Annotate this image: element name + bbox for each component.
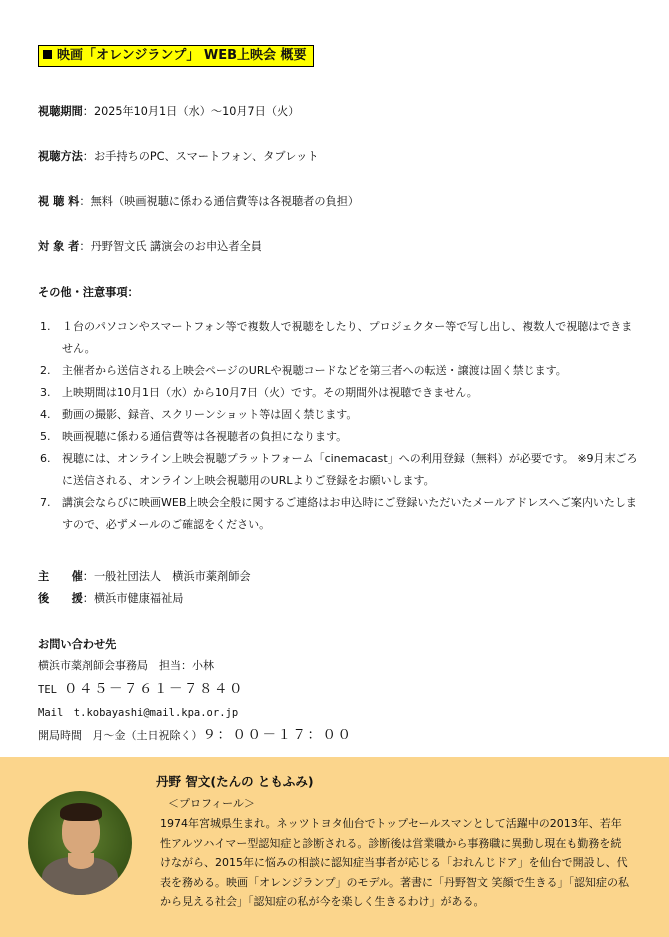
info-value: 丹野智文氏 講演会のお申込者全員 — [90, 240, 262, 253]
note-text: 動画の撮影、録音、スクリーンショット等は固く禁じます。 — [62, 408, 358, 421]
organizer-label: 主 催 — [38, 570, 83, 583]
info-label: 視 聴 料 — [38, 195, 80, 208]
notes-heading: その他・注意事項： — [38, 286, 139, 299]
profile-name: 丹野 智文(たんの ともふみ) — [156, 774, 314, 789]
note-text: 講演会ならびに映画WEB上映会全般に関するご連絡はお申込時にご登録いただいたメールアドレスへご案内いたしますので、必ずメールのご確認をください。 — [62, 496, 637, 531]
info-label: 視聴期間 — [38, 105, 83, 118]
page-title — [38, 45, 314, 67]
contact-mail-row — [38, 705, 238, 721]
tel-number: ０４５－７６１－７８４０ — [63, 681, 244, 697]
notes-list — [38, 316, 638, 536]
note-item — [38, 448, 638, 492]
contact-tel-row — [38, 681, 244, 698]
portrait-photo-icon — [28, 791, 132, 895]
page-title-text: 映画「オレンジランプ」 WEB上映会 概要 — [57, 48, 307, 63]
sponsor-row: 後 援：横浜市健康福祉局 — [38, 592, 184, 605]
organizer-row: 主 催：一般社団法人 横浜市薬剤師会 — [38, 570, 251, 583]
note-item — [38, 316, 638, 360]
contact-office: 横浜市薬剤師会事務局 担当：小林 — [38, 659, 214, 672]
note-number: 2. — [40, 364, 51, 377]
note-item — [38, 360, 638, 382]
hours-time: ９：００－１７：００ — [202, 727, 353, 743]
note-number: 6. — [40, 452, 51, 465]
hours-days: 月～金（土日祝除く） — [92, 729, 203, 742]
info-value: 2025年10月1日（水）～10月7日（火） — [93, 105, 300, 118]
photo-neck-shape — [68, 853, 94, 869]
note-number: 4. — [40, 408, 51, 421]
info-value: お手持ちのPC、スマートフォン、タブレット — [93, 150, 319, 163]
mail-address[interactable]: t.kobayashi@mail.kpa.or.jp — [73, 707, 239, 719]
info-row-method: 視聴方法：お手持ちのPC、スマートフォン、タブレット — [38, 150, 319, 163]
note-number: 5. — [40, 430, 51, 443]
hours-label: 開局時間 — [38, 729, 82, 742]
note-text: 映画視聴に係わる通信費等は各視聴者の負担になります。 — [62, 430, 348, 443]
info-value: 無料（映画視聴に係わる通信費等は各視聴者の負担） — [90, 195, 360, 208]
organizer-value: 一般社団法人 横浜市薬剤師会 — [93, 570, 251, 583]
profile-subtitle: ＜プロフィール＞ — [168, 797, 255, 810]
note-number: 7. — [40, 496, 51, 509]
sponsor-value: 横浜市健康福祉局 — [93, 592, 184, 605]
profile-text: 1974年宮城県生まれ。ネッツトヨタ仙台でトップセールスマンとして活躍中の2013年、若年性アルツハイマー型認知症と診断される。診断後は営業職から事務職に異動し現在も勤務を続けながら、2015年に悩みの相談に認知症当事者が応じる「おれんじドア」を仙台で開設し、代表を務める。映画「オレンジランプ」のモデル。著書に「丹野智文 笑顔で生きる」「認知症の私から見える社会」「認知症の私が今を楽しく生きるわけ」がある。 — [160, 817, 630, 908]
note-text: 上映期間は10月1日（水）から10月7日（火）です。その期間外は視聴できません。 — [62, 386, 478, 399]
info-row-period: 視聴期間：2025年10月1日（水）～10月7日（火） — [38, 105, 300, 118]
note-number: 3. — [40, 386, 51, 399]
note-text: 視聴には、オンライン上映会視聴プラットフォーム「cinemacast」への利用登録（無料）が必要です。 ※9月末ごろに送信される、オンライン上映会視聴用のURLよりご登録をお願いします。 — [62, 452, 638, 487]
note-item — [38, 404, 638, 426]
profile-section — [0, 757, 669, 937]
photo-hair-shape — [60, 803, 102, 821]
note-item — [38, 426, 638, 448]
contact-hours-row — [38, 727, 353, 744]
info-label: 対 象 者 — [38, 240, 80, 253]
contact-heading: お問い合わせ先 — [38, 638, 117, 651]
info-row-target: 対 象 者：丹野智文氏 講演会のお申込者全員 — [38, 240, 262, 253]
sponsor-label: 後 援 — [38, 592, 83, 605]
note-item — [38, 492, 638, 536]
tel-label: TEL — [38, 684, 57, 696]
note-text: １台のパソコンやスマートフォン等で複数人で視聴をしたり、プロジェクター等で写し出し、複数人で視聴はできません。 — [62, 320, 633, 355]
note-item — [38, 382, 638, 404]
note-number: 1. — [40, 320, 51, 333]
mail-label: Mail — [38, 707, 64, 719]
square-bullet-icon — [43, 50, 52, 59]
info-row-fee: 視 聴 料：無料（映画視聴に係わる通信費等は各視聴者の負担） — [38, 195, 360, 208]
note-text: 主催者から送信される上映会ページのURLや視聴コードなどを第三者への転送・譲渡は固く禁じます。 — [62, 364, 567, 377]
info-label: 視聴方法 — [38, 150, 83, 163]
